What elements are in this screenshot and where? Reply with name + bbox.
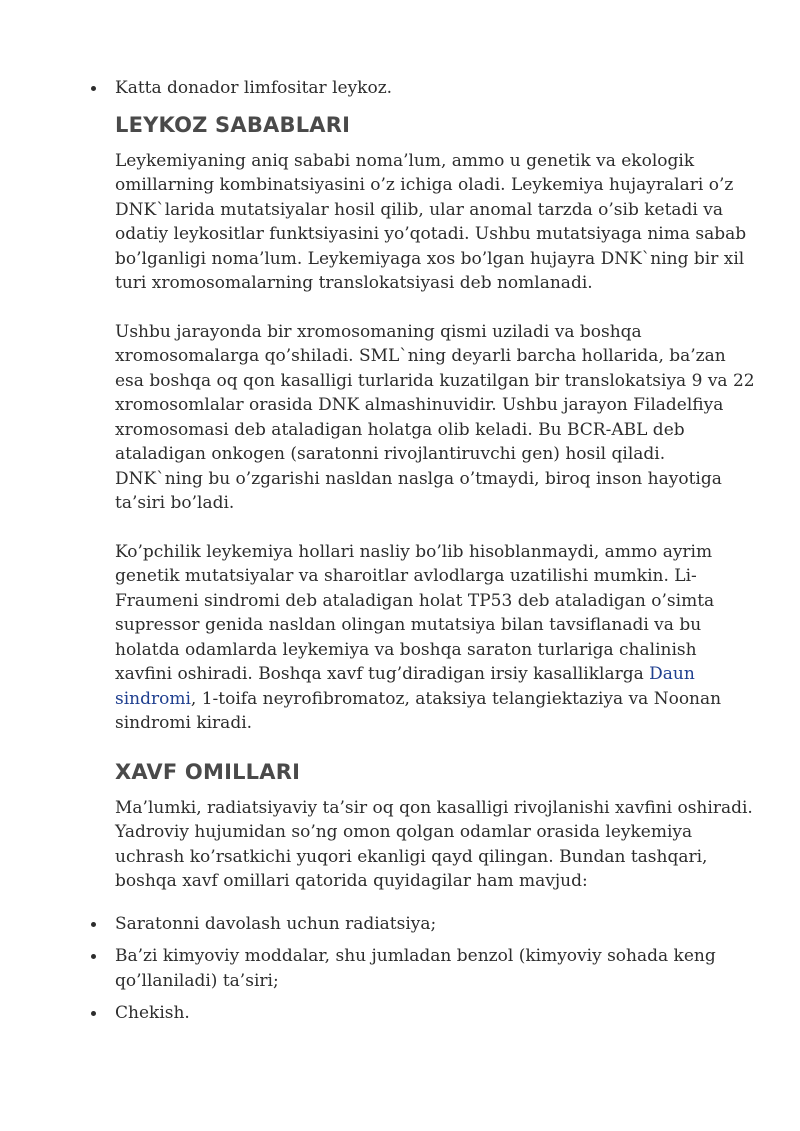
list-item: Chekish.	[115, 1001, 755, 1026]
paragraph-text: , 1-toifa neyrofibromatoz, ataksiya telangiektaziya va Noonan sindromi kiradi.	[115, 688, 722, 733]
causes-paragraph-1: Leykemiyaning aniq sababi noma’lum, ammo u genetik va ekologik omillarning kombinatsiyasini o’z ichiga oladi. Leykemiya hujayralari o’z DNK`larida mutatsiyalar hosil qilib, ular anomal tarzda o’sib ketadi va odatiy leykositlar funktsiyasini yo’qotadi. Ushbu mutatsiyaga nima sabab bo’lganligi noma’lum. Leykemiyaga xos bo’lgan hujayra DNK`ning bir xil turi xromosomalarning translokatsiyasi deb nomlanadi.	[115, 150, 747, 293]
causes-heading: LEYKOZ SABABLARI	[115, 112, 351, 137]
list-item: Ba’zi kimyoviy moddalar, shu jumladan benzol (kimyoviy sohada keng qo’llaniladi) ta’siri;	[115, 944, 755, 993]
risk-factors-heading: XAVF OMILLARI	[115, 759, 301, 784]
list-item: Saratonni davolash uchun radiatsiya;	[115, 912, 755, 937]
leukemia-types-list-tail	[115, 76, 755, 101]
causes-paragraph-3	[115, 540, 755, 736]
causes-paragraph-2: Ushbu jarayonda bir xromosomaning qismi uziladi va boshqa xromosomalarga qo’shiladi. SML`ning deyarli barcha hollarida, ba’zan esa boshqa oq qon kasalligi turlarida kuzatilgan bir translokatsiya 9 va 22 xromosomlalar orasida DNK almashinuvidir. Ushbu jarayon Filadelfiya xromosomasi deb ataladigan holatga olib keladi. Bu BCR-ABL deb ataladigan onkogen (saratonni rivojlantiruvchi gen) hosil qiladi. DNK`ning bu o’zgarishi nasldan naslga o’tmaydi, biroq inson hayotiga ta’siri bo’ladi.	[115, 321, 755, 513]
risk-factors-paragraph: Ma’lumki, radiatsiyaviy ta’sir oq qon kasalligi rivojlanishi xavfini oshiradi. Yadroviy hujumidan so’ng omon qolgan odamlar orasida leykemiya uchrash ko’rsatkichi yuqori ekanligi qayd qilingan. Bundan tashqari, boshqa xavf omillari qatorida quyidagilar ham mavjud:	[115, 797, 753, 891]
paragraph-text: Ko’pchilik leykemiya hollari nasliy bo’lib hisoblanmaydi, ammo ayrim genetik mutatsiyalar va sharoitlar avlodlarga uzatilishi mumkin. Li-Fraumeni sindromi deb ataladigan holat TP53 deb ataladigan o’simta supressor genida nasldan olingan mutatsiya bilan tavsiflanadi va bu holatda odamlarda leykemiya va boshqa saraton turlariga chalinish xavfini oshiradi. Boshqa xavf tug’diradigan irsiy kasalliklarga	[115, 541, 715, 684]
down-syndrome-link[interactable]: Daun sindromi	[115, 664, 695, 709]
risk-factors-list	[115, 912, 755, 1026]
article-body	[115, 76, 755, 1034]
list-item: Katta donador limfositar leykoz.	[115, 76, 755, 101]
